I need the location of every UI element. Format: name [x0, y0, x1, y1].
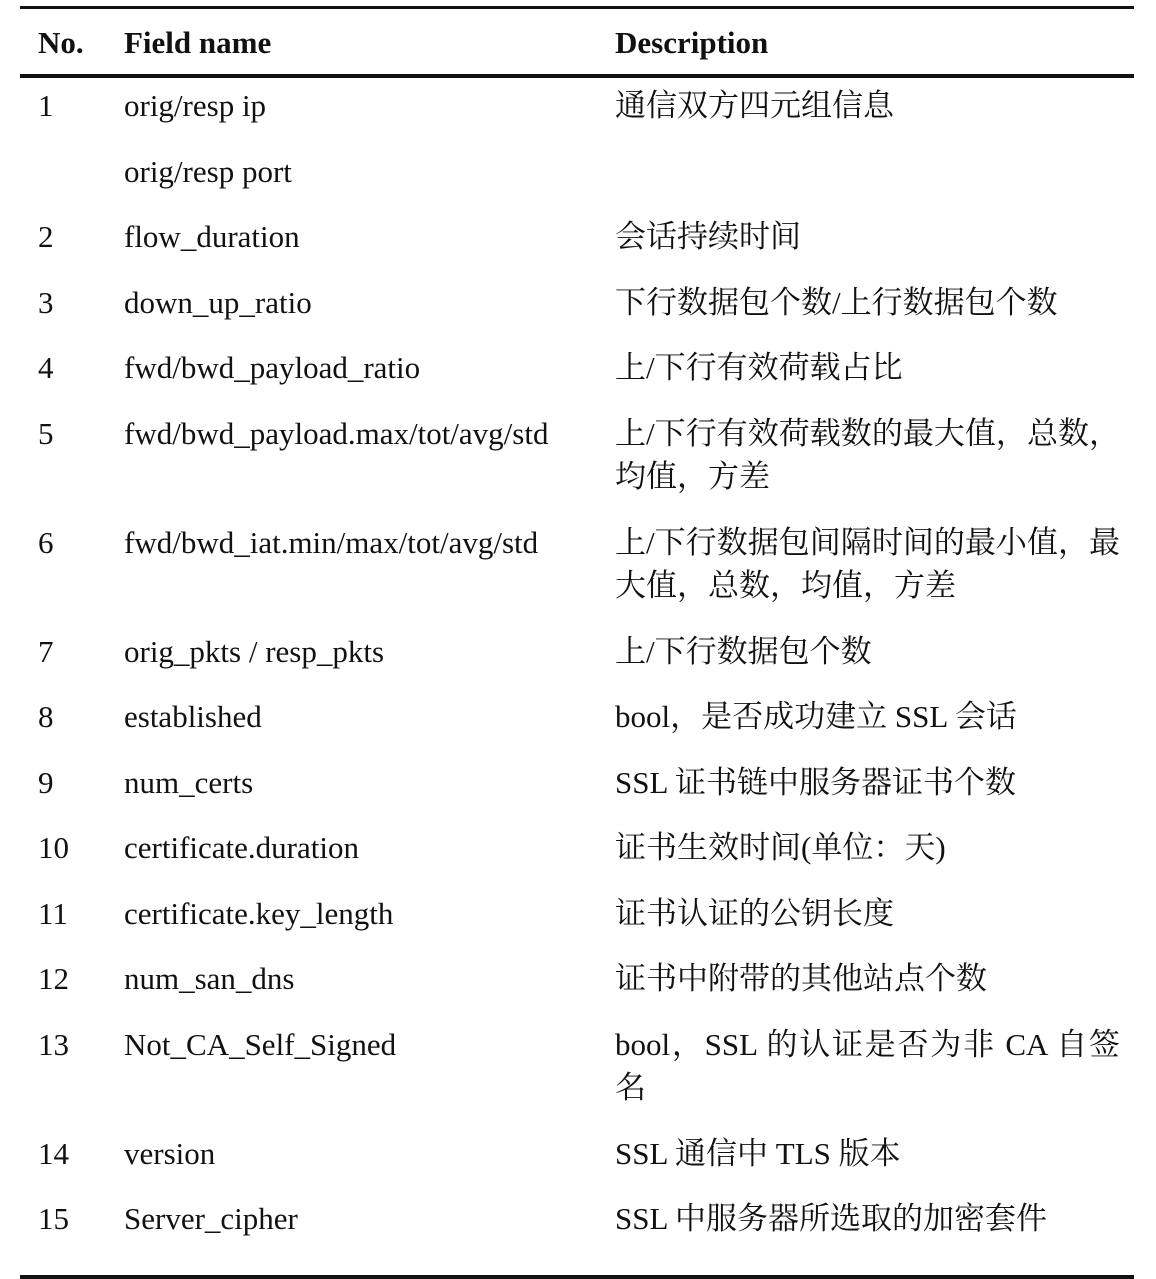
header-no: No. — [38, 24, 84, 60]
row-description: 上/下行数据包间隔时间的最小值，最大值，总数，均值，方差 — [615, 524, 1120, 603]
table-row — [20, 346, 1134, 412]
row-no: 1 — [38, 88, 54, 123]
row-no: 12 — [38, 961, 69, 996]
table-row — [20, 695, 1134, 761]
row-field: certificate.key_length — [124, 895, 394, 931]
row-field: fwd/bwd_payload_ratio — [124, 350, 421, 385]
table-row — [20, 957, 1134, 1023]
row-field: orig/resp port — [124, 153, 292, 189]
table-bottom-rule — [20, 1275, 1134, 1279]
table-row — [20, 412, 1134, 521]
row-no: 5 — [38, 415, 54, 451]
table-row — [20, 215, 1134, 281]
table-row — [20, 1132, 1134, 1198]
table-row — [20, 761, 1134, 827]
row-field: Not_CA_Self_Signed — [124, 1026, 397, 1062]
row-description: bool，是否成功建立 SSL 会话 — [615, 699, 1017, 734]
row-field: established — [124, 699, 262, 734]
row-description: 下行数据包个数/上行数据包个数 — [615, 284, 1058, 320]
row-no: 6 — [38, 524, 54, 560]
table-row — [20, 84, 1134, 150]
table-header-row — [20, 9, 1134, 74]
row-field: version — [124, 1135, 216, 1171]
table-row — [20, 892, 1134, 958]
feature-table — [20, 6, 1134, 1279]
table-row — [20, 281, 1134, 347]
table-row — [20, 150, 1134, 216]
header-description: Description — [615, 24, 769, 60]
row-field: flow_duration — [124, 219, 300, 254]
row-field: certificate.duration — [124, 830, 359, 865]
row-field: Server_cipher — [124, 1201, 298, 1236]
row-no: 2 — [38, 219, 54, 254]
row-field: orig/resp ip — [124, 88, 267, 123]
row-field: num_certs — [124, 764, 254, 800]
row-field: num_san_dns — [124, 961, 295, 996]
row-no: 14 — [38, 1135, 69, 1171]
table-row — [20, 1197, 1134, 1263]
row-no: 8 — [38, 699, 54, 734]
row-description: 证书生效时间(单位：天) — [615, 830, 946, 865]
table-body — [20, 78, 1134, 1275]
row-field: fwd/bwd_payload.max/tot/avg/std — [124, 415, 549, 451]
row-no: 4 — [38, 350, 54, 385]
row-no: 11 — [38, 895, 68, 931]
table-row — [20, 826, 1134, 892]
row-no: 15 — [38, 1201, 69, 1236]
row-no: 7 — [38, 633, 54, 669]
table-row — [20, 630, 1134, 696]
row-field: down_up_ratio — [124, 284, 312, 320]
row-no: 9 — [38, 764, 54, 800]
header-field-name: Field name — [124, 24, 272, 60]
row-description: 上/下行数据包个数 — [615, 633, 872, 669]
row-description: 证书认证的公钥长度 — [615, 895, 894, 931]
row-description: 上/下行有效荷载数的最大值，总数，均值，方差 — [615, 415, 1120, 494]
row-description: SSL 中服务器所选取的加密套件 — [615, 1201, 1048, 1236]
row-description: 通信双方四元组信息 — [615, 88, 894, 123]
row-field: fwd/bwd_iat.min/max/tot/avg/std — [124, 524, 539, 560]
row-no: 10 — [38, 830, 69, 865]
row-description: 上/下行有效荷载占比 — [615, 350, 903, 385]
row-no: 3 — [38, 284, 54, 320]
row-description: 证书中附带的其他站点个数 — [615, 961, 987, 996]
row-description: SSL 通信中 TLS 版本 — [615, 1135, 901, 1171]
row-description: SSL 证书链中服务器证书个数 — [615, 764, 1017, 800]
row-no: 13 — [38, 1026, 69, 1062]
row-description: 会话持续时间 — [615, 219, 801, 254]
row-field: orig_pkts / resp_pkts — [124, 633, 385, 669]
row-description: bool，SSL 的认证是否为非 CA 自签名 — [615, 1026, 1120, 1105]
table-row — [20, 521, 1134, 630]
table-row — [20, 1023, 1134, 1132]
